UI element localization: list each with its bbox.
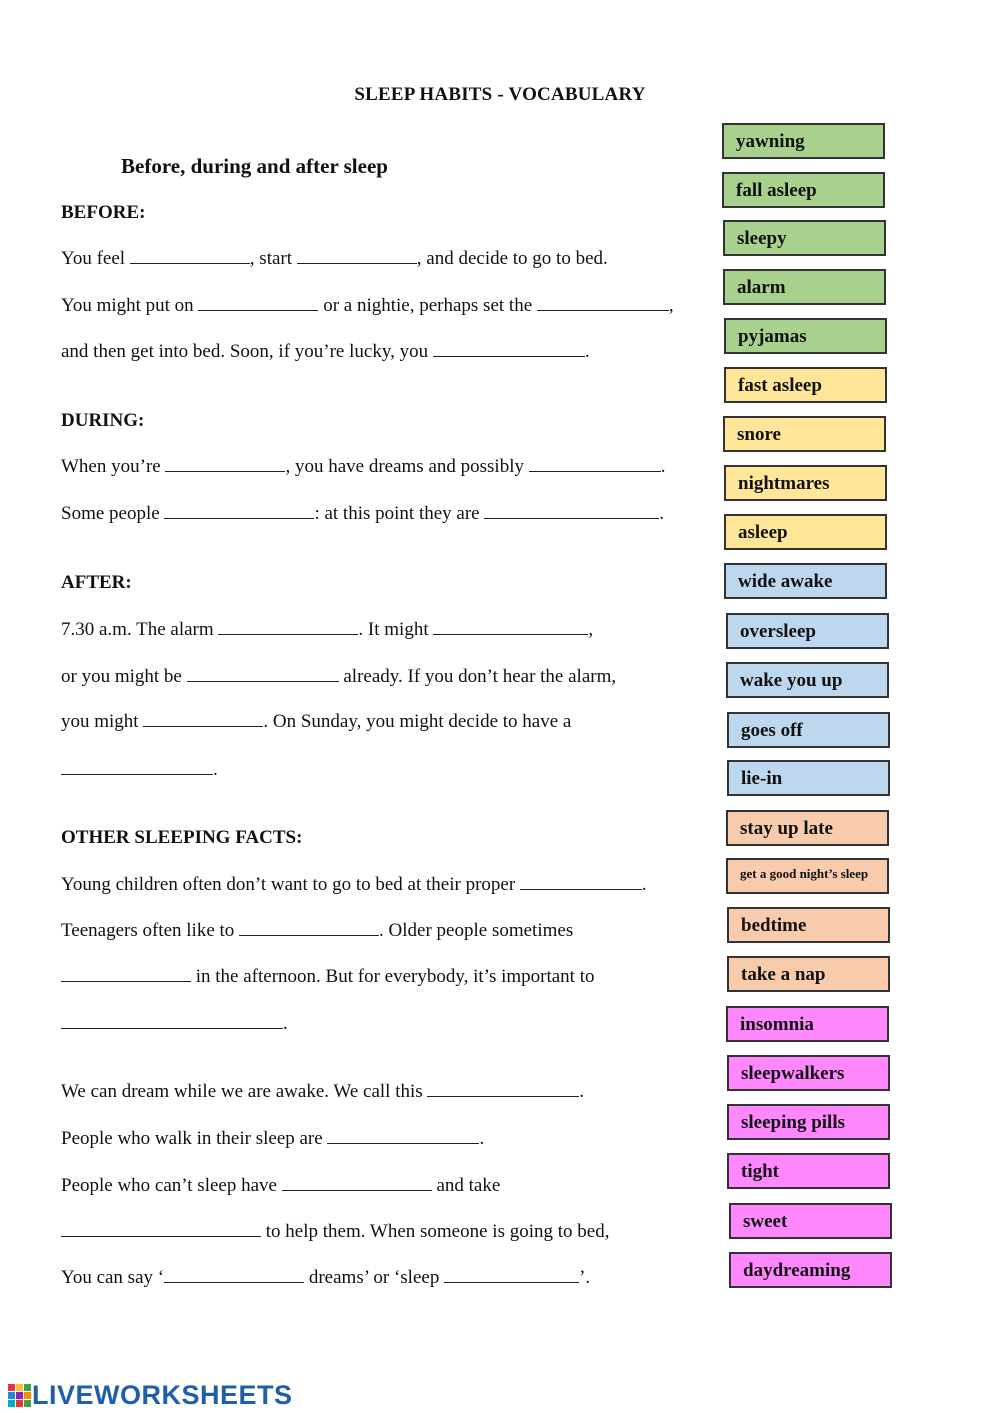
sentence-line	[61, 295, 674, 317]
word-tile[interactable]: fall asleep	[722, 172, 885, 208]
logo-text: LIVEWORKSHEETS	[32, 1379, 293, 1410]
sentence-text: and take	[431, 1175, 501, 1196]
sentence-line	[61, 1013, 288, 1035]
blank-field[interactable]	[143, 711, 263, 727]
word-tile[interactable]: sleepy	[723, 220, 886, 256]
word-tile[interactable]: sweet	[729, 1203, 892, 1239]
subtitle: Before, during and after sleep	[121, 154, 388, 178]
blank-field[interactable]	[520, 874, 642, 890]
sentence-text: : at this point they are	[314, 503, 485, 524]
sentence-line	[61, 619, 593, 641]
blank-field[interactable]	[198, 295, 318, 311]
blank-field[interactable]	[282, 1175, 432, 1191]
sentence-line	[61, 874, 647, 896]
sentence-text: . It might	[358, 619, 434, 640]
sentence-text: .	[579, 1081, 585, 1102]
sentence-text: already. If you don’t hear the alarm,	[338, 666, 617, 687]
sentence-text: We can dream while we are awake. We call this	[61, 1081, 428, 1102]
sentence-text: or a nightie, perhaps set the	[318, 295, 537, 316]
word-tile[interactable]: sleepwalkers	[727, 1055, 890, 1091]
blank-field[interactable]	[433, 341, 585, 357]
sentence-text: . On Sunday, you might decide to have a	[263, 711, 572, 732]
sentence-text: .	[479, 1128, 485, 1149]
sentence-line	[61, 1175, 500, 1197]
section-heading-before: BEFORE:	[61, 202, 146, 223]
word-tile[interactable]: get a good night’s sleep	[726, 858, 889, 894]
sentence-text: Young children often don’t want to go to bed at their proper	[61, 874, 520, 895]
sentence-text: People who can’t sleep have	[61, 1175, 282, 1196]
sentence-text: in the afternoon. But for everybody, it’s important to	[191, 966, 595, 987]
blank-field[interactable]	[61, 966, 191, 982]
sentence-text: When you’re	[61, 456, 166, 477]
sentence-text: , you have dreams and possibly	[285, 456, 529, 477]
word-tile[interactable]: insomnia	[726, 1006, 889, 1042]
section-heading-after: AFTER:	[61, 572, 132, 593]
sentence-line	[61, 1081, 584, 1103]
blank-field[interactable]	[239, 920, 379, 936]
word-tile[interactable]: nightmares	[724, 465, 887, 501]
sentence-text: or you might be	[61, 666, 187, 687]
word-tile[interactable]: take a nap	[727, 956, 890, 992]
blank-field[interactable]	[537, 295, 669, 311]
sentence-line	[61, 920, 573, 942]
sentence-line	[61, 759, 218, 781]
blank-field[interactable]	[444, 1267, 579, 1283]
sentence-text: , and decide to go to bed.	[416, 248, 608, 269]
sentence-text: .	[659, 503, 665, 524]
sentence-line	[61, 341, 590, 363]
sentence-text: . Older people sometimes	[379, 920, 574, 941]
sentence-text: You can say ‘	[61, 1267, 165, 1288]
blank-field[interactable]	[164, 503, 314, 519]
sentence-text: .	[641, 874, 647, 895]
word-tile[interactable]: asleep	[724, 514, 887, 550]
sentence-text: .	[283, 1013, 288, 1034]
word-tile[interactable]: tight	[727, 1153, 890, 1189]
sentence-line	[61, 1128, 484, 1150]
sentence-text: dreams’ or ‘sleep	[304, 1267, 445, 1288]
blank-field[interactable]	[61, 1221, 261, 1237]
sentence-text: Teenagers often like to	[61, 920, 240, 941]
sentence-line	[61, 456, 665, 478]
blank-field[interactable]	[427, 1081, 579, 1097]
sentence-text: .	[584, 341, 590, 362]
sentence-text: and then get into bed. Soon, if you’re lucky, you	[61, 341, 433, 362]
page-title: SLEEP HABITS - VOCABULARY	[354, 84, 646, 105]
sentence-line	[61, 711, 571, 733]
blank-field[interactable]	[433, 619, 588, 635]
blank-field[interactable]	[218, 619, 358, 635]
blank-field[interactable]	[165, 456, 285, 472]
blank-field[interactable]	[529, 456, 661, 472]
sentence-text: , start	[249, 248, 297, 269]
section-heading-during: DURING:	[61, 410, 145, 431]
word-tile[interactable]: yawning	[722, 123, 885, 159]
sentence-line	[61, 248, 608, 270]
sentence-line	[61, 966, 595, 988]
section-heading-other: OTHER SLEEPING FACTS:	[61, 827, 303, 848]
sentence-text: Some people	[61, 503, 165, 524]
word-tile[interactable]: oversleep	[726, 613, 889, 649]
sentence-text: you might	[61, 711, 144, 732]
word-tile[interactable]: pyjamas	[724, 318, 887, 354]
blank-field[interactable]	[187, 666, 339, 682]
sentence-text: ,	[668, 295, 674, 316]
word-tile[interactable]: daydreaming	[729, 1252, 892, 1288]
blank-field[interactable]	[297, 248, 417, 264]
liveworksheets-logo[interactable]	[8, 1380, 293, 1410]
blank-field[interactable]	[130, 248, 250, 264]
word-tile[interactable]: snore	[723, 416, 886, 452]
blank-field[interactable]	[327, 1128, 479, 1144]
word-tile[interactable]: wake you up	[726, 662, 889, 698]
sentence-text: .	[213, 759, 218, 780]
sentence-text: ,	[588, 619, 594, 640]
sentence-text: People who walk in their sleep are	[61, 1128, 328, 1149]
sentence-text: to help them. When someone is going to bed,	[261, 1221, 610, 1242]
blank-field[interactable]	[484, 503, 659, 519]
sentence-line	[61, 503, 664, 525]
sentence-line	[61, 1267, 590, 1289]
blank-field[interactable]	[164, 1267, 304, 1283]
word-tile[interactable]: alarm	[723, 269, 886, 305]
word-tile[interactable]: goes off	[727, 712, 890, 748]
sentence-text: .	[660, 456, 666, 477]
blank-field[interactable]	[61, 1013, 283, 1029]
sentence-text: 7.30 a.m. The alarm	[61, 619, 219, 640]
sentence-text: You might put on	[61, 295, 199, 316]
blank-field[interactable]	[61, 759, 213, 775]
sentence-text: You feel	[61, 248, 130, 269]
sentence-line	[61, 1221, 609, 1243]
logo-grid-icon	[8, 1382, 30, 1408]
sentence-line	[61, 666, 616, 688]
word-tile[interactable]: sleeping pills	[727, 1104, 890, 1140]
word-tile[interactable]: stay up late	[726, 810, 889, 846]
sentence-text: ’.	[579, 1267, 591, 1288]
word-tile[interactable]: fast asleep	[724, 367, 887, 403]
word-tile[interactable]: lie-in	[727, 760, 890, 796]
word-tile[interactable]: bedtime	[727, 907, 890, 943]
word-tile[interactable]: wide awake	[724, 563, 887, 599]
